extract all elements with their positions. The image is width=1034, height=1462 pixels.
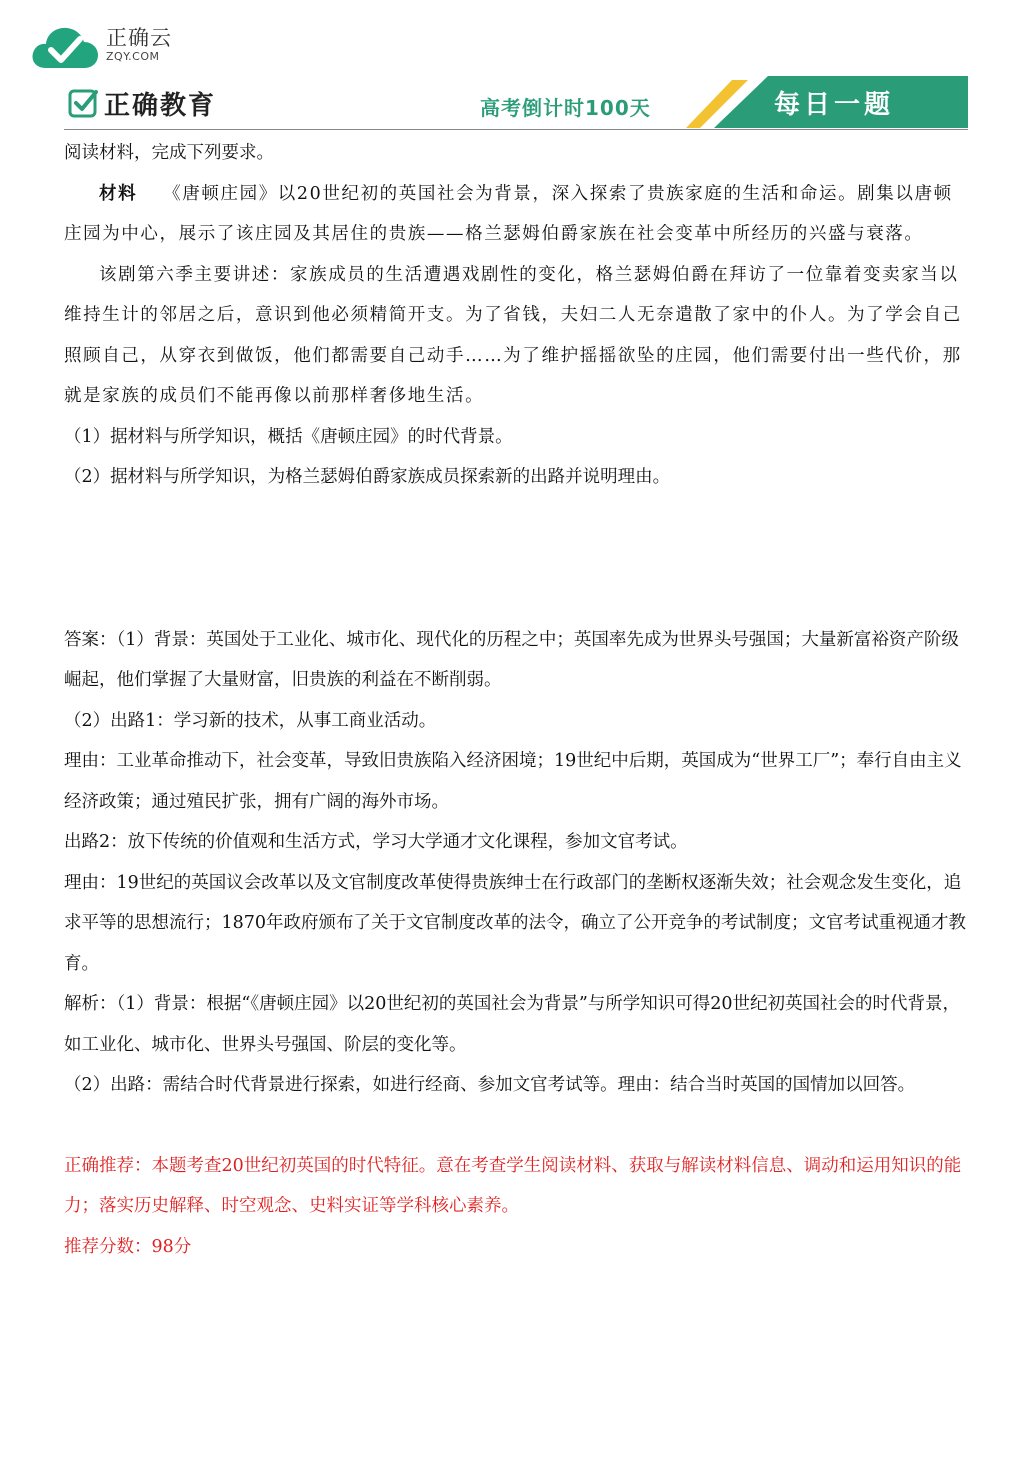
brand-name: 正确教育 bbox=[104, 90, 217, 121]
document-body bbox=[64, 133, 970, 1267]
countdown-text: 高考倒计时100天 bbox=[480, 96, 651, 120]
recommendation-text: 正确推荐：本题考查20世纪初英国的时代特征。意在考查学生阅读材料、获取与解读材料信息、调动和运用知识的能力；落实历史解释、时空观念、史料实证等学科核心素养。 bbox=[64, 1155, 962, 1216]
brand bbox=[68, 86, 216, 120]
material-label: 材料 bbox=[99, 183, 138, 204]
daily-tag-label: 每日一题 bbox=[774, 90, 895, 120]
checkbox-icon bbox=[68, 88, 98, 118]
analysis-2: （2）出路：需结合时代背景进行探索，如进行经商、参加文官考试等。理由：结合当时英国的国情加以回答。 bbox=[64, 1075, 916, 1095]
analysis-1: 解析：（1）背景：根据“《唐顿庄园》以20世纪初的英国社会为背景”与所学知识可得20世纪初英国社会的时代背景，如工业化、城市化、世界头号强国、阶层的变化等。 bbox=[64, 994, 961, 1055]
question-1: （1）据材料与所学知识，概括《唐顿庄园》的时代背景。 bbox=[64, 426, 513, 447]
cloud-check-icon bbox=[30, 24, 100, 72]
material-text-1: 《唐顿庄园》以20世纪初的英国社会为背景，深入探索了贵族家庭的生活和命运。剧集以唐顿庄园为中心，展示了该庄园及其居住的贵族——格兰瑟姆伯爵家族在社会变革中所经历的兴盛与衰落。 bbox=[64, 183, 953, 244]
section-gap bbox=[64, 1106, 970, 1146]
logo-domain: ZQY.COM bbox=[106, 50, 160, 63]
answer-reason-2: 理由：19世纪的英国议会改革以及文官制度改革使得贵族绅士在行政部门的垄断权逐渐失效；社会观念发生变化，追求平等的思想流行；1870年政府颁布了关于文官制度改革的法令，确立了公开竞争的考试制度；文官考试重视通才教育。 bbox=[64, 872, 967, 974]
zqy-logo bbox=[30, 22, 190, 74]
header-divider bbox=[64, 129, 968, 130]
answer-route-1: （2）出路1：学习新的技术，从事工商业活动。 bbox=[64, 710, 437, 731]
instruction: 阅读材料，完成下列要求。 bbox=[64, 143, 274, 163]
recommendation-score: 推荐分数：98分 bbox=[64, 1236, 192, 1257]
material-paragraph-1 bbox=[64, 174, 970, 255]
answer-1: 答案：（1）背景：英国处于工业化、城市化、现代化的历程之中；英国率先成为世界头号强国；大量新富裕资产阶级崛起，他们掌握了大量财富，旧贵族的利益在不断削弱。 bbox=[64, 629, 959, 690]
header-bar bbox=[64, 74, 968, 130]
question-2: （2）据材料与所学知识，为格兰瑟姆伯爵家族成员探索新的出路并说明理由。 bbox=[64, 467, 671, 487]
answer-route-2: 出路2：放下传统的价值观和生活方式，学习大学通才文化课程，参加文官考试。 bbox=[64, 832, 688, 852]
answer-space bbox=[64, 498, 970, 620]
answer-reason-1: 理由：工业革命推动下，社会变革，导致旧贵族陷入经济困境；19世纪中后期，英国成为“世界工厂”；奉行自由主义经济政策；通过殖民扩张，拥有广阔的海外市场。 bbox=[64, 751, 962, 812]
material-paragraph-2: 该剧第六季主要讲述：家族成员的生活遭遇戏剧性的变化，格兰瑟姆伯爵在拜访了一位靠着变卖家当以维持生计的邻居之后，意识到他必须精简开支。为了省钱，夫妇二人无奈遣散了家中的仆人。为了学会自己照顾自己，从穿衣到做饭，他们都需要自己动手……为了维护摇摇欲坠的庄园，他们需要付出一些代价，那就是家族的成员们不能再像以前那样奢侈地生活。 bbox=[64, 264, 962, 406]
logo-name: 正确云 bbox=[106, 26, 172, 50]
